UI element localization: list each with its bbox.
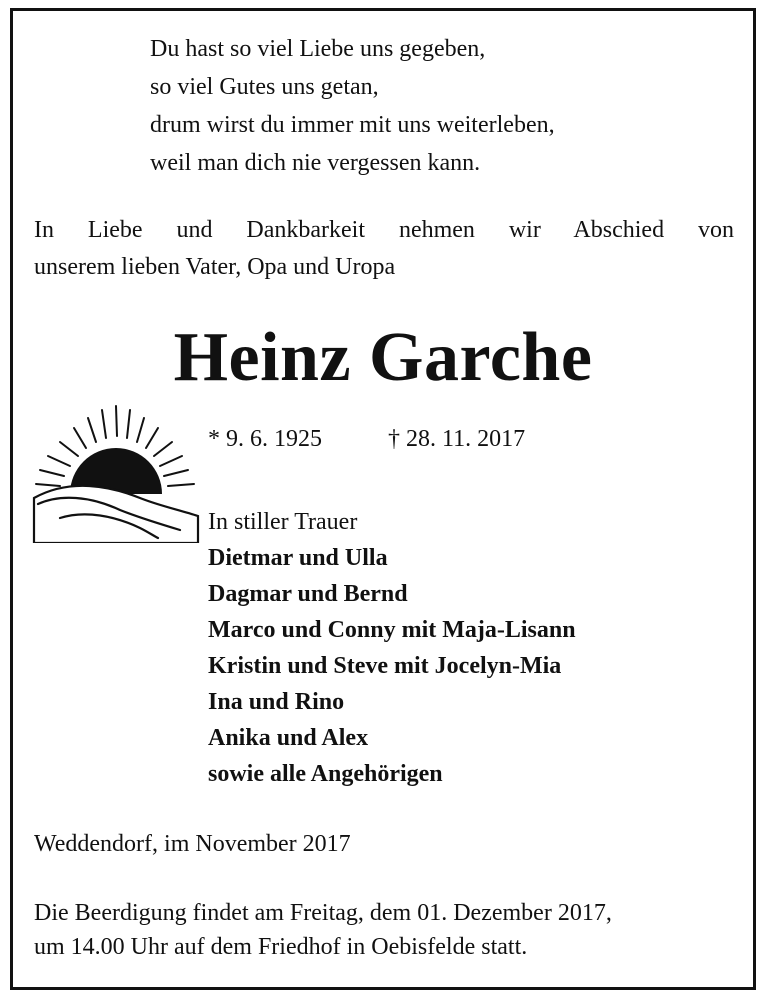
intro-line: In Liebe und Dankbarkeit nehmen wir Abschied von <box>34 217 734 243</box>
mourner-list <box>208 540 576 792</box>
farewell-intro <box>34 212 734 286</box>
mourner-name: Kristin und Steve mit Jocelyn-Mia <box>208 653 562 679</box>
mourners-block <box>208 504 576 792</box>
mourner-name: sowie alle Angehörigen <box>208 761 443 787</box>
sunset-over-hills-icon <box>30 398 200 543</box>
mourner-name: Anika und Alex <box>208 725 369 751</box>
poem-line: so viel Gutes uns getan, <box>150 74 379 100</box>
life-dates <box>208 424 526 454</box>
mourner-name: Marco und Conny mit Maja-Lisann <box>208 617 576 643</box>
funeral-line: um 14.00 Uhr auf dem Friedhof in Oebisfelde statt. <box>34 934 528 960</box>
birth-date: * 9. 6. 1925 <box>208 426 322 452</box>
place-and-date: Weddendorf, im November 2017 <box>34 831 351 857</box>
deceased-name: Heinz Garche <box>173 319 593 396</box>
funeral-line: Die Beerdigung findet am Freitag, dem 01. Dezember 2017, <box>34 900 612 926</box>
poem-line: weil man dich nie vergessen kann. <box>150 150 481 176</box>
mourning-heading: In stiller Trauer <box>208 509 358 535</box>
poem-line: Du hast so viel Liebe uns gegeben, <box>150 36 486 62</box>
mourner-name: Ina und Rino <box>208 689 345 715</box>
memorial-poem <box>150 30 555 182</box>
mourner-name: Dietmar und Ulla <box>208 545 388 571</box>
mourner-name: Dagmar und Bernd <box>208 581 408 607</box>
poem-line: drum wirst du immer mit uns weiterleben, <box>150 112 555 138</box>
intro-line: unserem lieben Vater, Opa und Uropa <box>34 254 396 280</box>
death-date: † 28. 11. 2017 <box>388 426 526 452</box>
funeral-notice <box>34 896 734 964</box>
